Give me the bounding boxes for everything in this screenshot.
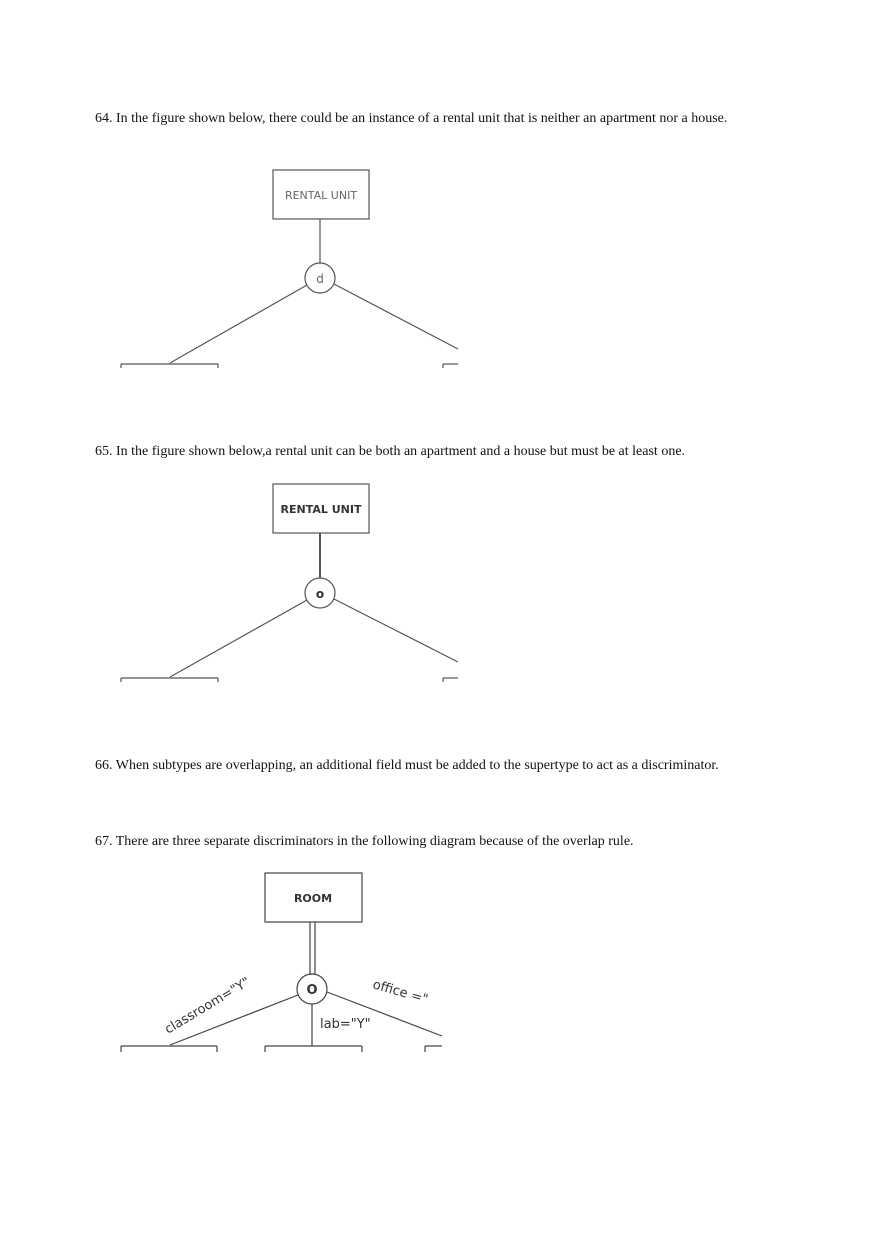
figure-64 (121, 170, 458, 368)
question-text: In the figure shown below, there could be an instance of a rental unit that is neither an apartment nor a house. (116, 111, 728, 126)
figure-65 (121, 484, 458, 682)
supertype-label: RENTAL UNIT (284, 189, 358, 202)
constraint-label: o (315, 587, 325, 601)
question-text: When subtypes are overlapping, an additional field must be added to the supertype to act as a discriminator. (115, 758, 719, 773)
discriminator-label-lab: lab="Y" (320, 1017, 371, 1032)
constraint-label: O (306, 983, 318, 998)
question-number: 64. (95, 111, 113, 126)
question-text: There are three separate discriminators in the following diagram because of the overlap rule. (115, 834, 634, 849)
constraint-label: d (316, 272, 324, 286)
supertype-label: ROOM (293, 892, 333, 905)
question-text: In the figure shown below,a rental unit can be both an apartment and a house but must be at least one. (116, 444, 686, 459)
discriminator-label-office: office =" (370, 977, 430, 1008)
question-number: 66. (95, 758, 113, 773)
figure-67 (121, 873, 442, 1052)
supertype-label: RENTAL UNIT (280, 503, 362, 516)
question-number: 67. (95, 834, 113, 849)
question-number: 65. (95, 444, 113, 459)
discriminator-label-classroom: classroom="Y" (162, 974, 253, 1038)
